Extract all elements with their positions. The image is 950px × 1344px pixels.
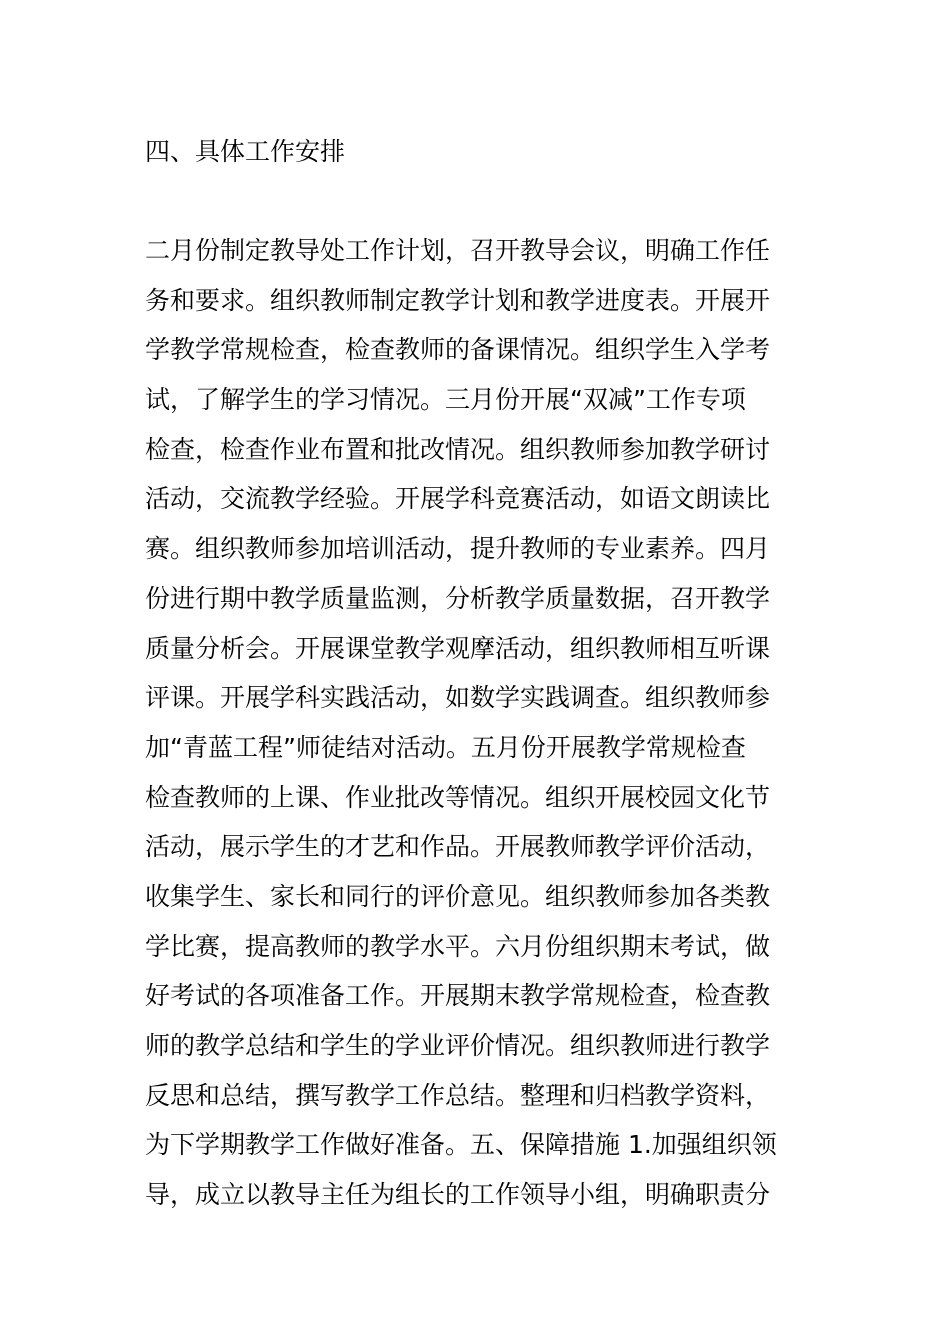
text-line: 赛。组织教师参加培训活动，提升教师的专业素养。四月 [145, 534, 771, 564]
body-paragraph [145, 226, 815, 1220]
text-line: 活动，展示学生的才艺和作品。开展教师教学评价活动， [145, 832, 771, 862]
section-heading: 四、具体工作安排 [145, 137, 346, 166]
text-line: 学教学常规检查，检查教师的备课情况。组织学生入学考 [145, 335, 771, 365]
text-line: 二月份制定教导处工作计划，召开教导会议，明确工作任 [145, 236, 771, 265]
text-line: 务和要求。组织教师制定教学计划和教学进度表。开展开 [145, 285, 771, 315]
text-line: 检查，检查作业布置和批改情况。组织教师参加教学研讨 [145, 434, 771, 464]
text-line: 评课。开展学科实践活动，如数学实践调查。组织教师参 [145, 683, 771, 713]
text-line: 收集学生、家长和同行的评价意见。组织教师参加各类教 [145, 881, 771, 911]
text-line: 活动，交流教学经验。开展学科竞赛活动，如语文朗读比 [145, 484, 771, 514]
text-line: 导，成立以教导主任为组长的工作领导小组，明确职责分 [145, 1180, 771, 1210]
text-line: 份进行期中教学质量监测，分析教学质量数据，召开教学 [145, 583, 771, 613]
text-line: 为下学期教学工作做好准备。五、保障措施 1.加强组织领 [145, 1130, 777, 1160]
text-line: 检查教师的上课、作业批改等情况。组织开展校园文化节 [145, 782, 771, 812]
text-line: 反思和总结，撰写教学工作总结。整理和归档教学资料， [145, 1080, 771, 1110]
text-line: 加“青蓝工程”师徒结对活动。五月份开展教学常规检查 [145, 732, 746, 762]
text-line: 质量分析会。开展课堂教学观摩活动，组织教师相互听课 [145, 633, 771, 663]
text-line: 试，了解学生的学习情况。三月份开展“双减”工作专项 [145, 385, 746, 415]
text-line: 学比赛，提高教师的教学水平。六月份组织期末考试，做 [145, 931, 771, 961]
text-line: 师的教学总结和学生的学业评价情况。组织教师进行教学 [145, 1031, 771, 1060]
text-line: 好考试的各项准备工作。开展期末教学常规检查，检查教 [145, 981, 771, 1011]
